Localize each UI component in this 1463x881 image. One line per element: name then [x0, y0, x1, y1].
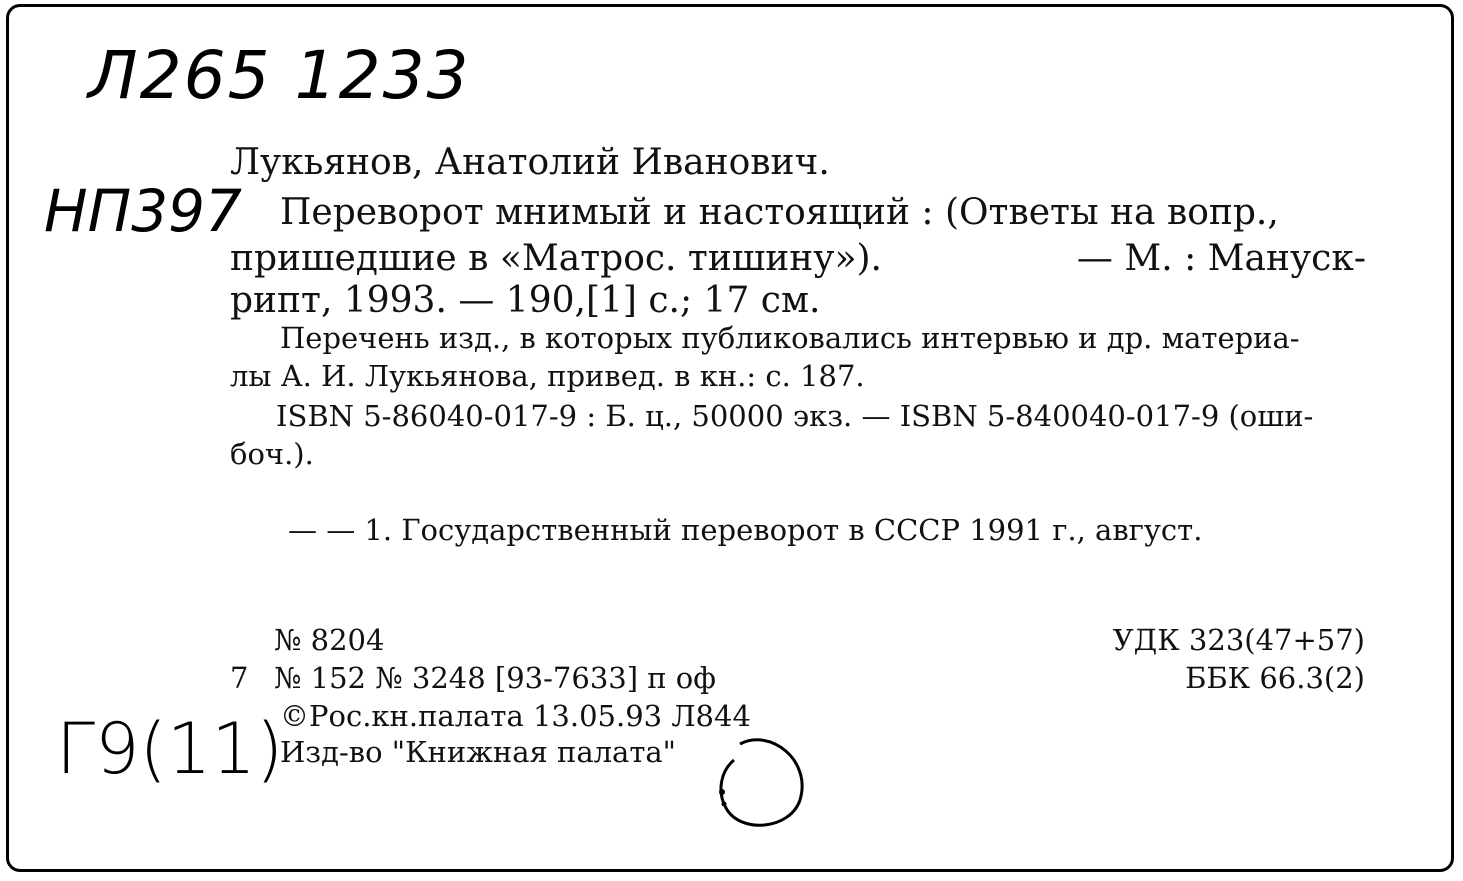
footer-order-line: № 152 № 3248 [93-7633] п оф — [274, 661, 716, 695]
udk-code: УДК 323(47+57) — [1112, 623, 1365, 657]
title-line-1: Переворот мнимый и настоящий : (Ответы на вопр., — [280, 192, 1279, 233]
card-number: № 8204 — [274, 623, 385, 657]
shelfmark-bottom: Г9(11) — [56, 708, 284, 790]
isbn-line-1: ISBN 5-86040-017-9 : Б. ц., 50000 экз. — ISBN 5-840040-017-9 (оши- — [276, 399, 1314, 433]
imprint-line: рипт, 1993. — 190,[1] с.; 17 см. — [230, 280, 821, 321]
author-heading: Лукьянов, Анатолий Иванович. — [230, 142, 830, 183]
copyright-line: ©Рос.кн.палата 13.05.93 Л844 — [280, 699, 751, 733]
isbn-line-2: боч.). — [230, 437, 314, 471]
note-line-2: лы А. И. Лукьянова, привед. в кн.: с. 187. — [230, 359, 865, 393]
bbk-code: ББК 66.3(2) — [1185, 661, 1365, 695]
title-line-2a: пришедшие в «Матрос. тишину»). — [230, 238, 882, 279]
title-line-2 — [230, 236, 1366, 282]
circle-mark-icon — [700, 730, 820, 840]
shelfmark-top: Л265 1233 — [88, 37, 471, 114]
publisher-line: Изд-во "Книжная палата" — [280, 735, 677, 769]
footer-numeral: 7 — [230, 661, 249, 695]
subject-heading: — — 1. Государственный переворот в СССР 1991 г., август. — [288, 513, 1203, 547]
shelfmark-side: НП397 — [44, 177, 242, 245]
title-line-2b: — М. : Мануск- — [1076, 238, 1366, 279]
note-line-1: Перечень изд., в которых публиковались интервью и др. материа- — [280, 321, 1300, 355]
